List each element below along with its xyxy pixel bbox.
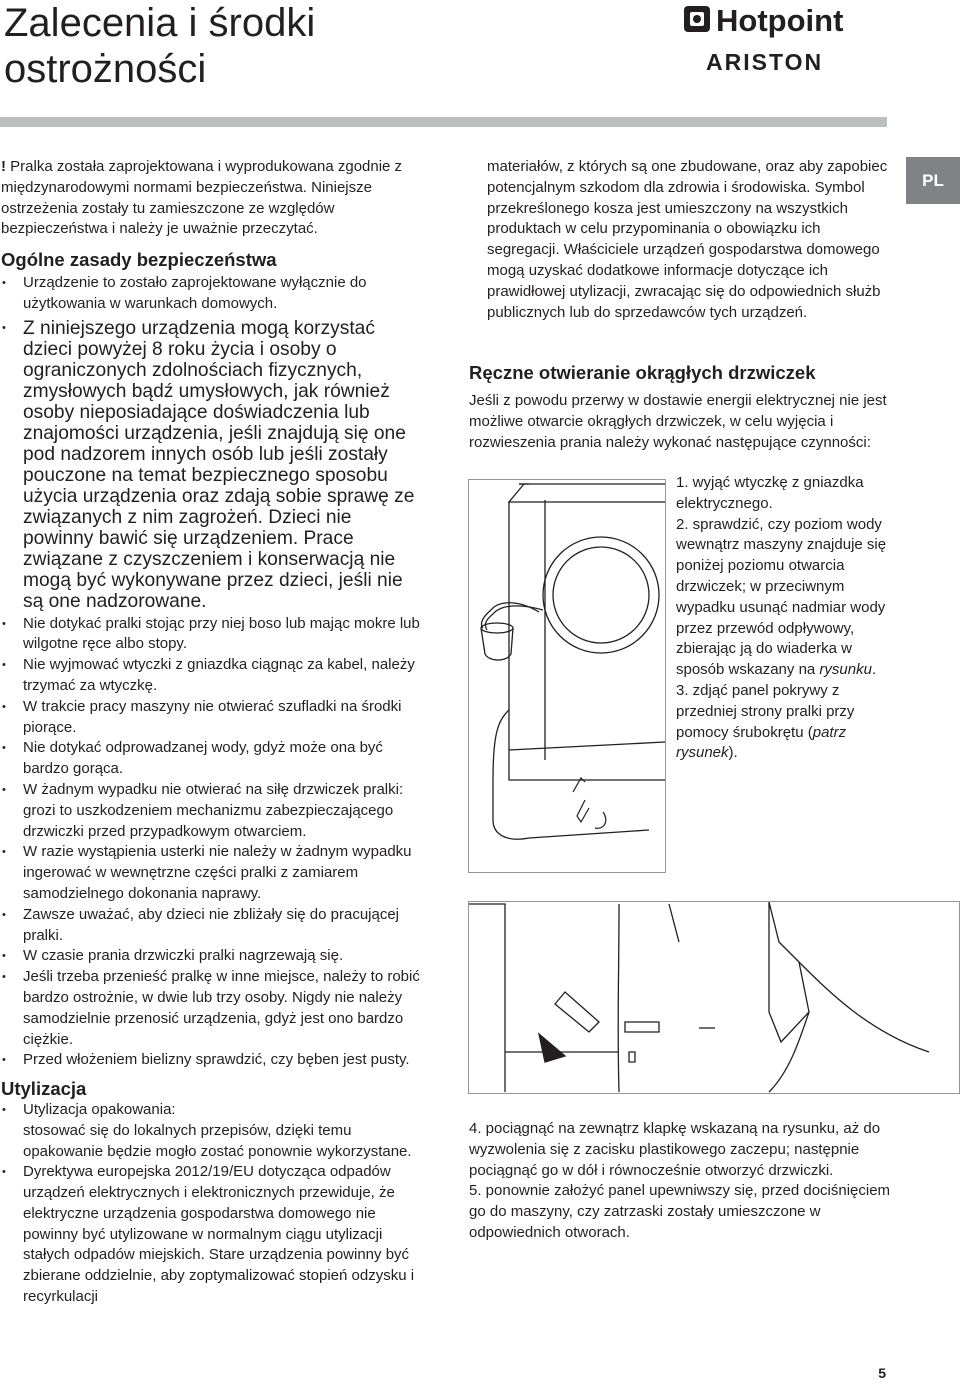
left-column (1, 157, 421, 1308)
washing-machine-drain-illustration (469, 480, 665, 872)
header-rule (0, 117, 887, 127)
figure-drain-bucket (468, 479, 666, 873)
language-tab: PL (906, 157, 960, 204)
brand-logo (684, 4, 884, 84)
step-4: 4. pociągnąć na zewnątrz klapkę wskazaną na rysunku, aż do wyzwolenia się z zacisku plastikowego zaczepu; następnie pociągnąć go w dół i równocześnie otworzyć drzwiczki. (469, 1120, 881, 1179)
list-item: • Jeśli trzeba przenieść pralkę w inne miejsce, należy to robić bardzo ostrożnie, w dwie lub trzy osoby. Nigdy nie należy samodzielnie przenosić urządzenia, gdyż jest ono bardzo ciężkie. (1, 967, 421, 1050)
steps-4-5 (469, 1119, 899, 1244)
list-item: • W razie wystąpienia usterki nie należy w żadnym wypadku ingerować w wewnętrzne części pralki z zamiarem samodzielnego dokonania naprawy. (1, 842, 421, 904)
step-2: 2. sprawdzić, czy poziom wody wewnątrz maszyny znajduje się poniżej poziomu otwarcia drzwiczek; w przeciwnym wypadku usunąć nadmiar wody przez przewód odpływowy, zbierając ją do wiaderka w sposób wskazany na rysunku. (676, 515, 887, 679)
list-item: • W trakcie pracy maszyny nie otwierać szufladki na środki piorące. (1, 697, 421, 739)
step-1: 1. wyjąć wtyczkę z gniazdka elektrycznego. (676, 474, 864, 512)
section-heading-general: Ogólne zasady bezpieczeństwa (1, 249, 277, 271)
pull-tab-illustration (469, 902, 959, 1093)
disposal-continuation: materiałów, z których są one zbudowane, oraz aby zapobiec potencjalnym szkodom dla zdrowia i środowiska. Symbol przekreślonego kosza jest umieszczony na wszystkich produktach w celu przypominania o obowiązku ich segregacji. Właściciele urządzeń gospodarstwa domowego mogą uzyskać dodatkowe informacje dotyczące ich prawidłowej utylizacji, zwracając się do odpowiednich służb publicznych lub do sprzedawców tych urządzeń. (487, 158, 888, 321)
list-item: • Dyrektywa europejska 2012/19/EU dotycząca odpadów urządzeń elektrycznych i elektronicznych przewiduje, że elektryczne urządzenia gospodarstwa domowego nie powinny być utylizowane w normalnym ciągu utylizacji stałych odpadów miejskich. Stare urządzenia powinny być zbierane oddzielnie, aby zoptymalizować stopień odzysku i recyrkulacji (1, 1162, 421, 1308)
disposal-list (1, 1100, 421, 1308)
figure-pull-tab (468, 901, 960, 1094)
brand-bottom: ARISTON (706, 49, 824, 75)
brand-top: Hotpoint (716, 4, 844, 38)
step-3: 3. zdjąć panel pokrywy z przedniej strony pralki przy pomocy śrubokrętu (patrz rysunek). (676, 681, 855, 762)
steps-1-3 (676, 473, 896, 764)
list-item: • Urządzenie to zostało zaprojektowane wyłącznie do użytkowania w warunkach domowych. (1, 273, 421, 315)
section-heading-disposal: Utylizacja (1, 1078, 87, 1100)
list-item: • Przed włożeniem bielizny sprawdzić, czy bęben jest pusty. (1, 1050, 421, 1071)
list-item: • Nie dotykać odprowadzanej wody, gdyż może ona być bardzo gorąca. (1, 738, 421, 780)
page-number: 5 (878, 1365, 886, 1381)
list-item: • Zawsze uważać, aby dzieci nie zbliżały się do pracującej pralki. (1, 905, 421, 947)
right-column (487, 157, 897, 323)
page-title: Zalecenia i środki ostrożności (4, 1, 316, 91)
list-item: • W czasie prania drzwiczki pralki nagrzewają się. (1, 946, 421, 967)
hotpoint-logo-icon (684, 4, 884, 84)
safety-list (1, 273, 421, 1071)
intro-paragraph: ! Pralka została zaprojektowana i wyprodukowana zgodnie z międzynarodowymi normami bezpieczeństwa. Niniejsze ostrzeżenia zostały tu zamieszczone ze względów bezpieczeństwa i należy je uważnie przeczytać. (1, 158, 403, 238)
list-item: • Z niniejszego urządzenia mogą korzystać dzieci powyżej 8 roku życia i osoby o ograniczonych zdolnościach fizycznych, zmysłowych bądź umysłowych, jak również osoby nieposiadające doświadczenia lub znajomości urządzenia, jeśli znajdują się one pod nadzorem innych osób lub jeśli zostały pouczone na temat bezpiecznego sposobu użycia urządzenia oraz zdają sobie sprawę ze związanych z nim zagrożeń. Dzieci nie powinny bawić się urządzeniem. Prace związane z czyszczeniem i konserwacją nie mogą być wykonywane przez dzieci, jeśli nie są one nadzorowane. (1, 318, 421, 612)
section-heading-manual-door: Ręczne otwieranie okrągłych drzwiczek (469, 362, 816, 383)
list-item: • Utylizacja opakowania: stosować się do lokalnych przepisów, dzięki temu opakowanie będzie mogło zostać ponownie wykorzystane. (1, 1100, 421, 1162)
manual-door-intro: Jeśli z powodu przerwy w dostawie energii elektrycznej nie jest możliwe otwarcie okrągłych drzwiczek, w celu wyjęcia i rozwieszenia prania należy wykonać następujące czynności: (469, 392, 887, 451)
list-item: • Nie wyjmować wtyczki z gniazdka ciągnąc za kabel, należy trzymać za wtyczkę. (1, 655, 421, 697)
list-item: • Nie dotykać pralki stojąc przy niej boso lub mając mokre lub wilgotne ręce albo stopy. (1, 614, 421, 656)
list-item: • W żadnym wypadku nie otwierać na siłę drzwiczek pralki: grozi to uszkodzeniem mechanizmu zabezpieczającego drzwiczki przed przypadkowym otwarciem. (1, 780, 421, 842)
step-5: 5. ponownie założyć panel upewniwszy się, przed dociśnięciem go do maszyny, czy zatrzaski zostały umieszczone w odpowiednich otworach. (469, 1182, 891, 1241)
